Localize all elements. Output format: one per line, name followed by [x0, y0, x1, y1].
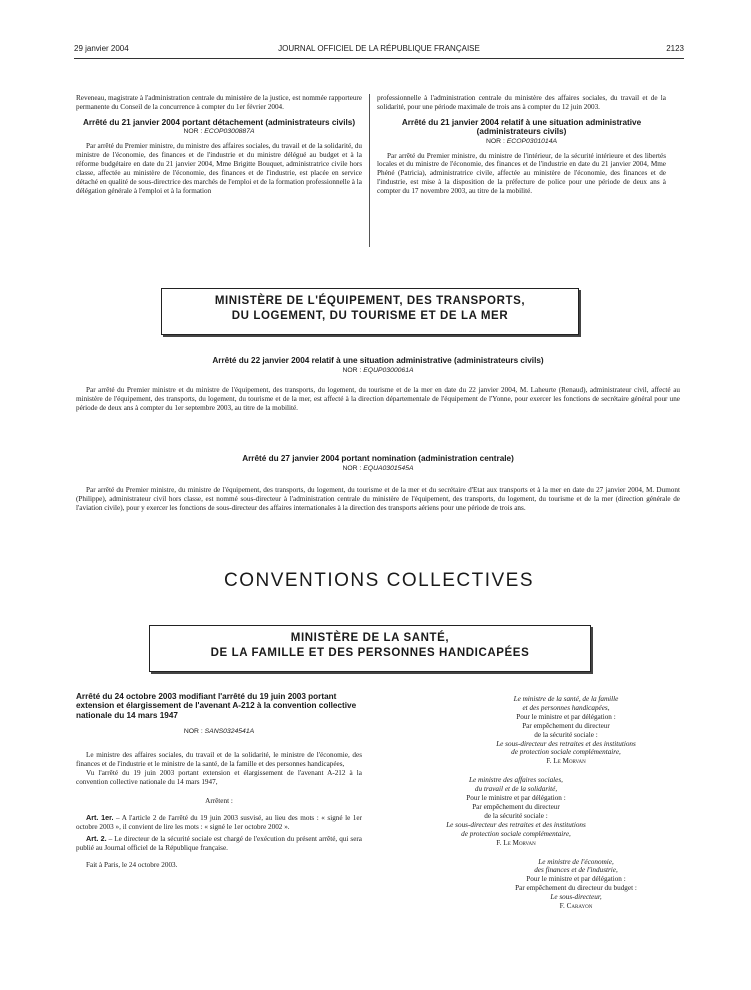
- convention-nor: [76, 728, 362, 737]
- ministry-sante-box: [149, 625, 591, 672]
- delegation-line: Par empêchement du directeur: [472, 802, 560, 811]
- article-label: Art. 2.: [86, 834, 107, 844]
- nor-code: EQUA0301545A: [363, 465, 414, 472]
- delegation-line: Par empêchement du directeur: [522, 721, 610, 730]
- ministry-line-1: MINISTÈRE DE L'ÉQUIPEMENT, DES TRANSPORTS,: [214, 295, 526, 307]
- delegation-line: Pour le ministre et par délégation :: [526, 875, 626, 884]
- convention-column: [76, 692, 362, 870]
- signer-function: de protection sociale complémentaire,: [461, 829, 571, 838]
- delegation-line: Par empêchement du directeur du budget :: [515, 884, 637, 893]
- decree1-body: Par arrêté du Premier ministre et du ministre de l'équipement, des transports, du logement, du tourisme et de la mer en date du 22 janvier 2004, M. Laheurte (Renaud), administrateur civil, affecté au ministère de l'équipement, des transports, du logement, du tourisme et de la mer, est affecté à la direction départementale de l'équipement de l'Yonne, pour exercer les fonctions de secrétaire général pour une période de deux ans à compter du 1er septembre 2003, au titre de la mobilité.: [76, 386, 680, 412]
- article-text: – Le directeur de la sécurité sociale est chargé de l'exécution du présent arrêté, qui sera publié au Journal officiel de la République française.: [76, 835, 362, 853]
- column-divider: [369, 94, 370, 247]
- nor-label: NOR :: [342, 465, 362, 472]
- nor-label: NOR :: [342, 367, 362, 374]
- decree1-nor: [76, 367, 680, 374]
- left-decree-title: Arrêté du 21 janvier 2004 portant détachement (administrateurs civils): [82, 117, 356, 127]
- convention-arretent: Arrêtent :: [205, 796, 233, 805]
- ministry-line-2: DE LA FAMILLE ET DES PERSONNES HANDICAPÉES: [210, 647, 530, 659]
- section-title: CONVENTIONS COLLECTIVES: [223, 570, 535, 591]
- signer-function: Le sous-directeur des retraites et des institutions: [446, 820, 586, 829]
- header-rule: [74, 58, 684, 59]
- left-intro-text: Reveneau, magistrate à l'administration centrale du ministère de la justice, est nommée rapporteure permanente du Conseil de la concurrence à compter du 1er février 2004.: [76, 94, 362, 111]
- signature-block-economie: [386, 858, 686, 911]
- top-left-column: [76, 94, 362, 196]
- convention-article-2: [76, 835, 362, 853]
- signature-block-sante: [386, 695, 686, 766]
- convention-article-1: [76, 814, 362, 832]
- nor-code: ECOP0300887A: [204, 128, 255, 136]
- right-decree-title: Arrêté du 21 janvier 2004 relatif à une situation administrative (administrateurs civils): [401, 117, 642, 137]
- signature-block-affaires-sociales: [386, 776, 686, 847]
- nor-label: NOR :: [485, 137, 505, 145]
- page-number: 2123: [666, 44, 684, 53]
- signer-title: Le ministre de l'économie,: [538, 857, 614, 866]
- nor-code: ECOP0301014A: [506, 137, 558, 145]
- nor-label: NOR :: [183, 128, 203, 136]
- top-right-column: [377, 94, 666, 196]
- delegation-line: Pour le ministre et par délégation :: [466, 794, 566, 803]
- delegation-line: de la sécurité sociale :: [534, 730, 598, 739]
- signer-function: de protection sociale complémentaire,: [511, 748, 621, 757]
- right-nor: [377, 138, 666, 147]
- nor-label: NOR :: [183, 728, 203, 736]
- article-text: – A l'article 2 de l'arrêté du 19 juin 2003 susvisé, au lieu des mots : « signé le 1er octobre 2003 », il convient de lire les mots : « signé le 1er octobre 2002 ».: [76, 813, 362, 831]
- signer-title: Le ministre de la santé, de la famille: [513, 695, 619, 703]
- convention-preamble: Le ministre des affaires sociales, du travail et de la solidarité, le ministre de l'économie, des finances et de l'industrie et le ministre de la santé, de la famille et des personnes handicapées,: [76, 751, 362, 769]
- signer-function: Le sous-directeur,: [550, 893, 602, 902]
- left-decree-body: Par arrêté du Premier ministre, du ministre des affaires sociales, du travail et de la solidarité, du ministre de l'économie, des finances et de l'industrie et du ministre délégué au budget et à la réforme budgétaire en date du 21 janvier 2004, Mme Brigitte Bouquet, administratrice civile hors classe, affectée au ministère de l'économie, des finances et de l'industrie, est placée en service détaché en qualité de sous-directrice des marchés de l'emploi et de la formation professionnelle à la délégation générale à l'emploi et à la formation: [76, 142, 362, 195]
- delegation-line: Pour le ministre et par délégation :: [516, 712, 616, 721]
- right-intro-text: professionnelle à l'administration centrale du ministère des affaires sociales, du travail et de la solidarité, pour une période maximale de trois ans à compter du 12 juin 2003.: [377, 94, 666, 111]
- article-label: Art. 1er.: [86, 812, 114, 822]
- decree2-body: Par arrêté du Premier ministre, du ministre de l'équipement, des transports, du logement, du tourisme et de la mer et du secrétaire d'Etat aux transports et à la mer en date du 27 janvier 2004, M. Dumont (Philippe), administrateur civil hors classe, est nommé sous-directeur à l'administration centrale du ministère de l'équipement, des transports, du logement, du tourisme et de la mer (direction générale de l'aviation civile), pour y exercer les fonctions de sous-directeur des affaires internationales à la direction des transports aériens pour une période de trois ans.: [76, 486, 680, 512]
- signer-name: F. Le Morvan: [496, 838, 536, 847]
- issue-date: 29 janvier 2004: [74, 44, 129, 53]
- signer-title: du travail et de la solidarité,: [474, 785, 558, 794]
- running-header: [74, 44, 684, 56]
- convention-done-at: Fait à Paris, le 24 octobre 2003.: [86, 861, 178, 870]
- signatures-column: [386, 695, 686, 911]
- ministry-line-1: MINISTÈRE DE LA SANTÉ,: [290, 632, 450, 644]
- right-decree-body: Par arrêté du Premier ministre, du ministre de l'intérieur, de la sécurité intérieure et des libertés locales et du ministre de l'économie, des finances et de l'industrie en date du 21 janvier 2004, Mme Phéné (Patricia), administratrice civile, affectée au ministère de l'économie, des finances et de l'industrie, est mise à la disposition de la préfecture de police pour une période de deux ans à compter du 17 novembre 2003, au titre de la mobilité.: [377, 151, 666, 196]
- signer-title: Le ministre des affaires sociales,: [469, 776, 563, 785]
- decree2-nor: [76, 465, 680, 472]
- convention-title: Arrêté du 24 octobre 2003 modifiant l'arrêté du 19 juin 2003 portant extension et élargissement de l'avenant A-212 à la convention collective nationale du 14 mars 1947: [76, 692, 357, 720]
- nor-code: EQUP0300061A: [363, 367, 414, 374]
- signer-title: et des personnes handicapées,: [522, 703, 610, 712]
- convention-vu: Vu l'arrêté du 19 juin 2003 portant extension et élargissement de l'avenant A-212 à la convention collective nationale du 14 mars 1947,: [76, 768, 362, 786]
- nor-code: SANS0324541A: [204, 728, 255, 736]
- signer-name: F. Carayon: [559, 902, 593, 911]
- ministry-equipement-box: [161, 288, 579, 335]
- decree2-title: Arrêté du 27 janvier 2004 portant nomination (administration centrale): [242, 454, 514, 463]
- signer-name: F. Le Morvan: [546, 757, 586, 766]
- signer-function: Le sous-directeur des retraites et des institutions: [496, 739, 636, 748]
- decree1-title: Arrêté du 22 janvier 2004 relatif à une situation administrative (administrateurs civils): [212, 356, 544, 365]
- delegation-line: de la sécurité sociale :: [484, 811, 548, 820]
- journal-title: JOURNAL OFFICIEL DE LA RÉPUBLIQUE FRANÇAISE: [278, 44, 480, 53]
- signer-title: des finances et de l'industrie,: [534, 866, 618, 875]
- ministry-line-2: DU LOGEMENT, DU TOURISME ET DE LA MER: [231, 310, 509, 322]
- left-nor: [76, 128, 362, 137]
